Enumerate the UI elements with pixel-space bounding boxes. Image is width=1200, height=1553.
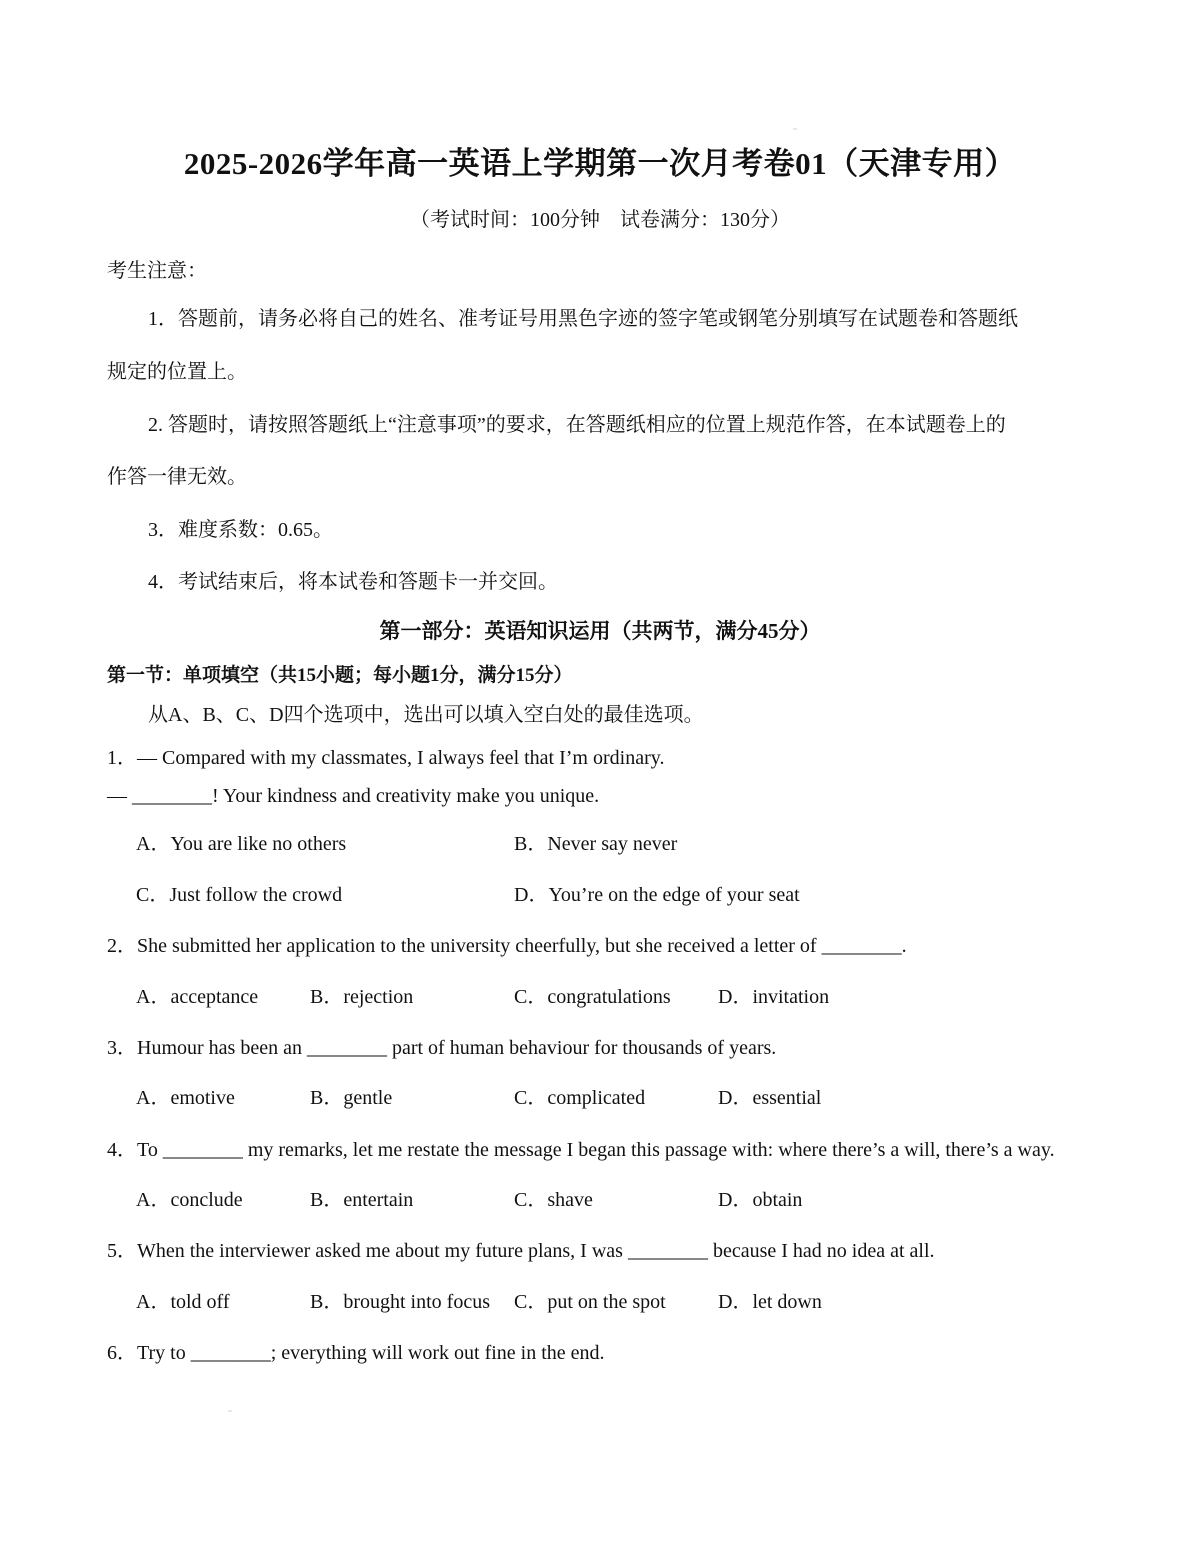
question-2-option-c[interactable]: C．congratulations [514, 986, 671, 1008]
notice-item-3: 3．难度系数：0.65。 [148, 519, 333, 541]
question-5-stem: 5．When the interviewer asked me about my future plans, I was ________ because I had no idea at all. [107, 1240, 935, 1262]
question-4-stem: 4．To ________ my remarks, let me restate the message I began this passage with: where there’s a will, there’s a way. [107, 1139, 1055, 1161]
scan-speck [228, 1410, 232, 1412]
section1-instruction: 从A、B、C、D四个选项中，选出可以填入空白处的最佳选项。 [148, 704, 704, 726]
question-5-option-d[interactable]: D．let down [718, 1291, 822, 1313]
notice-item-2-line1: 2. 答题时，请按照答题纸上“注意事项”的要求，在答题纸相应的位置上规范作答，在本试题卷上的 [148, 414, 1006, 436]
question-3-option-a[interactable]: A．emotive [136, 1087, 235, 1109]
notice-item-1-line1: 1．答题前，请务必将自己的姓名、准考证号用黑色字迹的签字笔或钢笔分别填写在试题卷和答题纸 [148, 308, 1018, 330]
question-2-option-a[interactable]: A．acceptance [136, 986, 259, 1008]
question-1-option-a[interactable]: A．You are like no others [136, 833, 347, 855]
part1-title: 第一部分：英语知识运用（共两节，满分45分） [379, 619, 821, 643]
question-2-stem: 2．She submitted her application to the university cheerfully, but she received a letter of ________. [107, 935, 907, 957]
question-1-option-d[interactable]: D．You’re on the edge of your seat [514, 884, 800, 906]
question-1-option-b[interactable]: B．Never say never [514, 833, 678, 855]
question-2-option-b[interactable]: B．rejection [310, 986, 414, 1008]
question-5-option-c[interactable]: C．put on the spot [514, 1291, 666, 1313]
notice-item-4: 4．考试结束后，将本试卷和答题卡一并交回。 [148, 571, 558, 593]
question-1-line2: — ________! Your kindness and creativity make you unique. [107, 785, 600, 807]
question-1-option-c[interactable]: C．Just follow the crowd [136, 884, 343, 906]
exam-title: 2025-2026学年高一英语上学期第一次月考卷01（天津专用） [183, 146, 1017, 181]
question-3-option-d[interactable]: D．essential [718, 1087, 822, 1109]
notice-item-1-line2: 规定的位置上。 [107, 361, 247, 383]
scan-speck [793, 128, 797, 130]
question-3-option-c[interactable]: C．complicated [514, 1087, 646, 1109]
question-4-option-d[interactable]: D．obtain [718, 1189, 803, 1211]
exam-subtitle: （考试时间：100分钟 试卷满分：130分） [410, 209, 790, 231]
notice-heading: 考生注意： [107, 260, 207, 282]
question-4-option-a[interactable]: A．conclude [136, 1189, 243, 1211]
question-6-stem: 6．Try to ________; everything will work out fine in the end. [107, 1342, 605, 1364]
question-4-option-b[interactable]: B．entertain [310, 1189, 414, 1211]
question-1-line1: 1．— Compared with my classmates, I always feel that I’m ordinary. [107, 747, 665, 769]
question-3-option-b[interactable]: B．gentle [310, 1087, 393, 1109]
notice-item-2-line2: 作答一律无效。 [107, 466, 247, 488]
question-5-option-b[interactable]: B．brought into focus [310, 1291, 490, 1313]
question-5-option-a[interactable]: A．told off [136, 1291, 230, 1313]
question-4-option-c[interactable]: C．shave [514, 1189, 593, 1211]
question-2-option-d[interactable]: D．invitation [718, 986, 830, 1008]
question-3-stem: 3．Humour has been an ________ part of human behaviour for thousands of years. [107, 1037, 777, 1059]
section1-title: 第一节：单项填空（共15小题；每小题1分，满分15分） [107, 665, 573, 686]
